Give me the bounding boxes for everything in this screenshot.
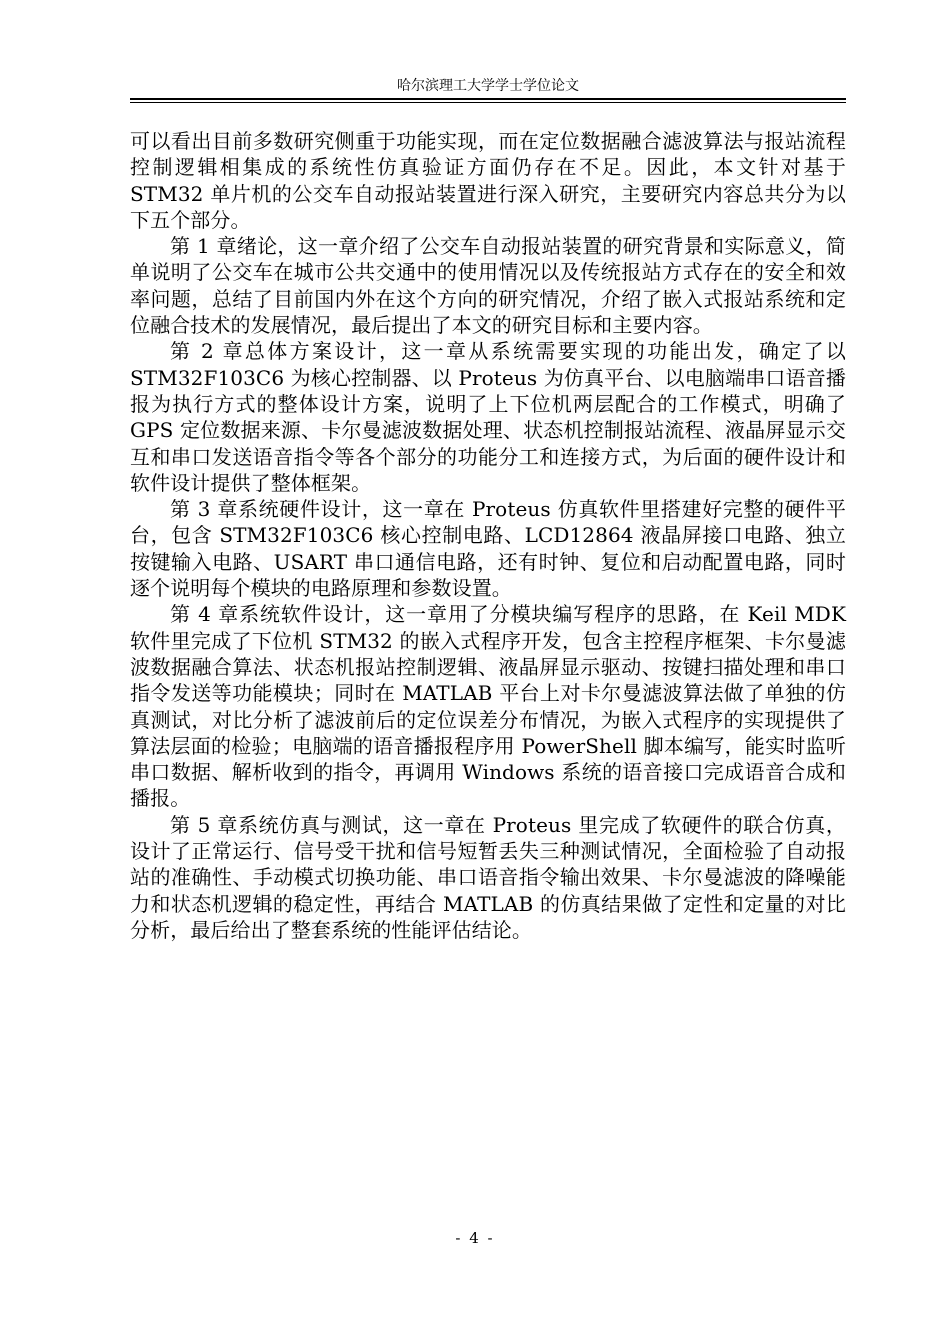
paragraph-chapter-5: 第 5 章系统仿真与测试，这一章在 Proteus 里完成了软硬件的联合仿真，设计了正常运行、信号受干扰和信号短暂丢失三种测试情况，全面检验了自动报站的准确性、手动模式切换功能、串口语音指令输出效果、卡尔曼滤波的降噪能力和状态机逻辑的稳定性，再结合 MATLAB 的仿真结果做了定性和定量的对比分析，最后给出了整套系统的性能评估结论。	[130, 812, 846, 942]
page-header: 哈尔滨理工大学学士学位论文	[397, 78, 579, 94]
body-text	[130, 128, 846, 943]
paragraph-chapter-1: 第 1 章绪论，这一章介绍了公交车自动报站装置的研究背景和实际意义，简单说明了公交车在城市公共交通中的使用情况以及传统报站方式存在的安全和效率问题，总结了目前国内外在这个方向的研究情况，介绍了嵌入式报站系统和定位融合技术的发展情况，最后提出了本文的研究目标和主要内容。	[130, 234, 846, 338]
header-rule	[130, 98, 846, 103]
paragraph-chapter-4: 第 4 章系统软件设计，这一章用了分模块编写程序的思路，在 Keil MDK 软件里完成了下位机 STM32 的嵌入式程序开发，包含主控程序框架、卡尔曼滤波数据融合算法、状态机报站控制逻辑、液晶屏显示驱动、按键扫描处理和串口指令发送等功能模块；同时在 MATLAB 平台上对卡尔曼滤波算法做了单独的仿真测试，对比分析了滤波前后的定位误差分布情况，为嵌入式程序的实现提供了算法层面的检验；电脑端的语音播报程序用 PowerShell 脚本编写，能实时监听串口数据、解析收到的指令，再调用 Windows 系统的语音接口完成语音合成和播报。	[130, 602, 846, 811]
paragraph-intro: 可以看出目前多数研究侧重于功能实现，而在定位数据融合滤波算法与报站流程控制逻辑相集成的系统性仿真验证方面仍存在不足。因此，本文针对基于 STM32 单片机的公交车自动报站装置进行深入研究，主要研究内容总共分为以下五个部分。	[130, 129, 846, 232]
page-number: - 4 -	[455, 1229, 495, 1247]
paragraph-chapter-2: 第 2 章总体方案设计，这一章从系统需要实现的功能出发，确定了以 STM32F103C6 为核心控制器、以 Proteus 为仿真平台、以电脑端串口语音播报为执行方式的整体设计方案，说明了上下位机两层配合的工作模式，明确了 GPS 定位数据来源、卡尔曼滤波数据处理、状态机控制报站流程、液晶屏显示交互和串口发送语音指令等各个部分的功能分工和连接方式，为后面的硬件设计和软件设计提供了整体框架。	[130, 339, 846, 495]
paragraph-chapter-3: 第 3 章系统硬件设计，这一章在 Proteus 仿真软件里搭建好完整的硬件平台，包含 STM32F103C6 核心控制电路、LCD12864 液晶屏接口电路、独立按键输入电路、USART 串口通信电路，还有时钟、复位和启动配置电路，同时逐个说明每个模块的电路原理和参数设置。	[130, 497, 846, 601]
